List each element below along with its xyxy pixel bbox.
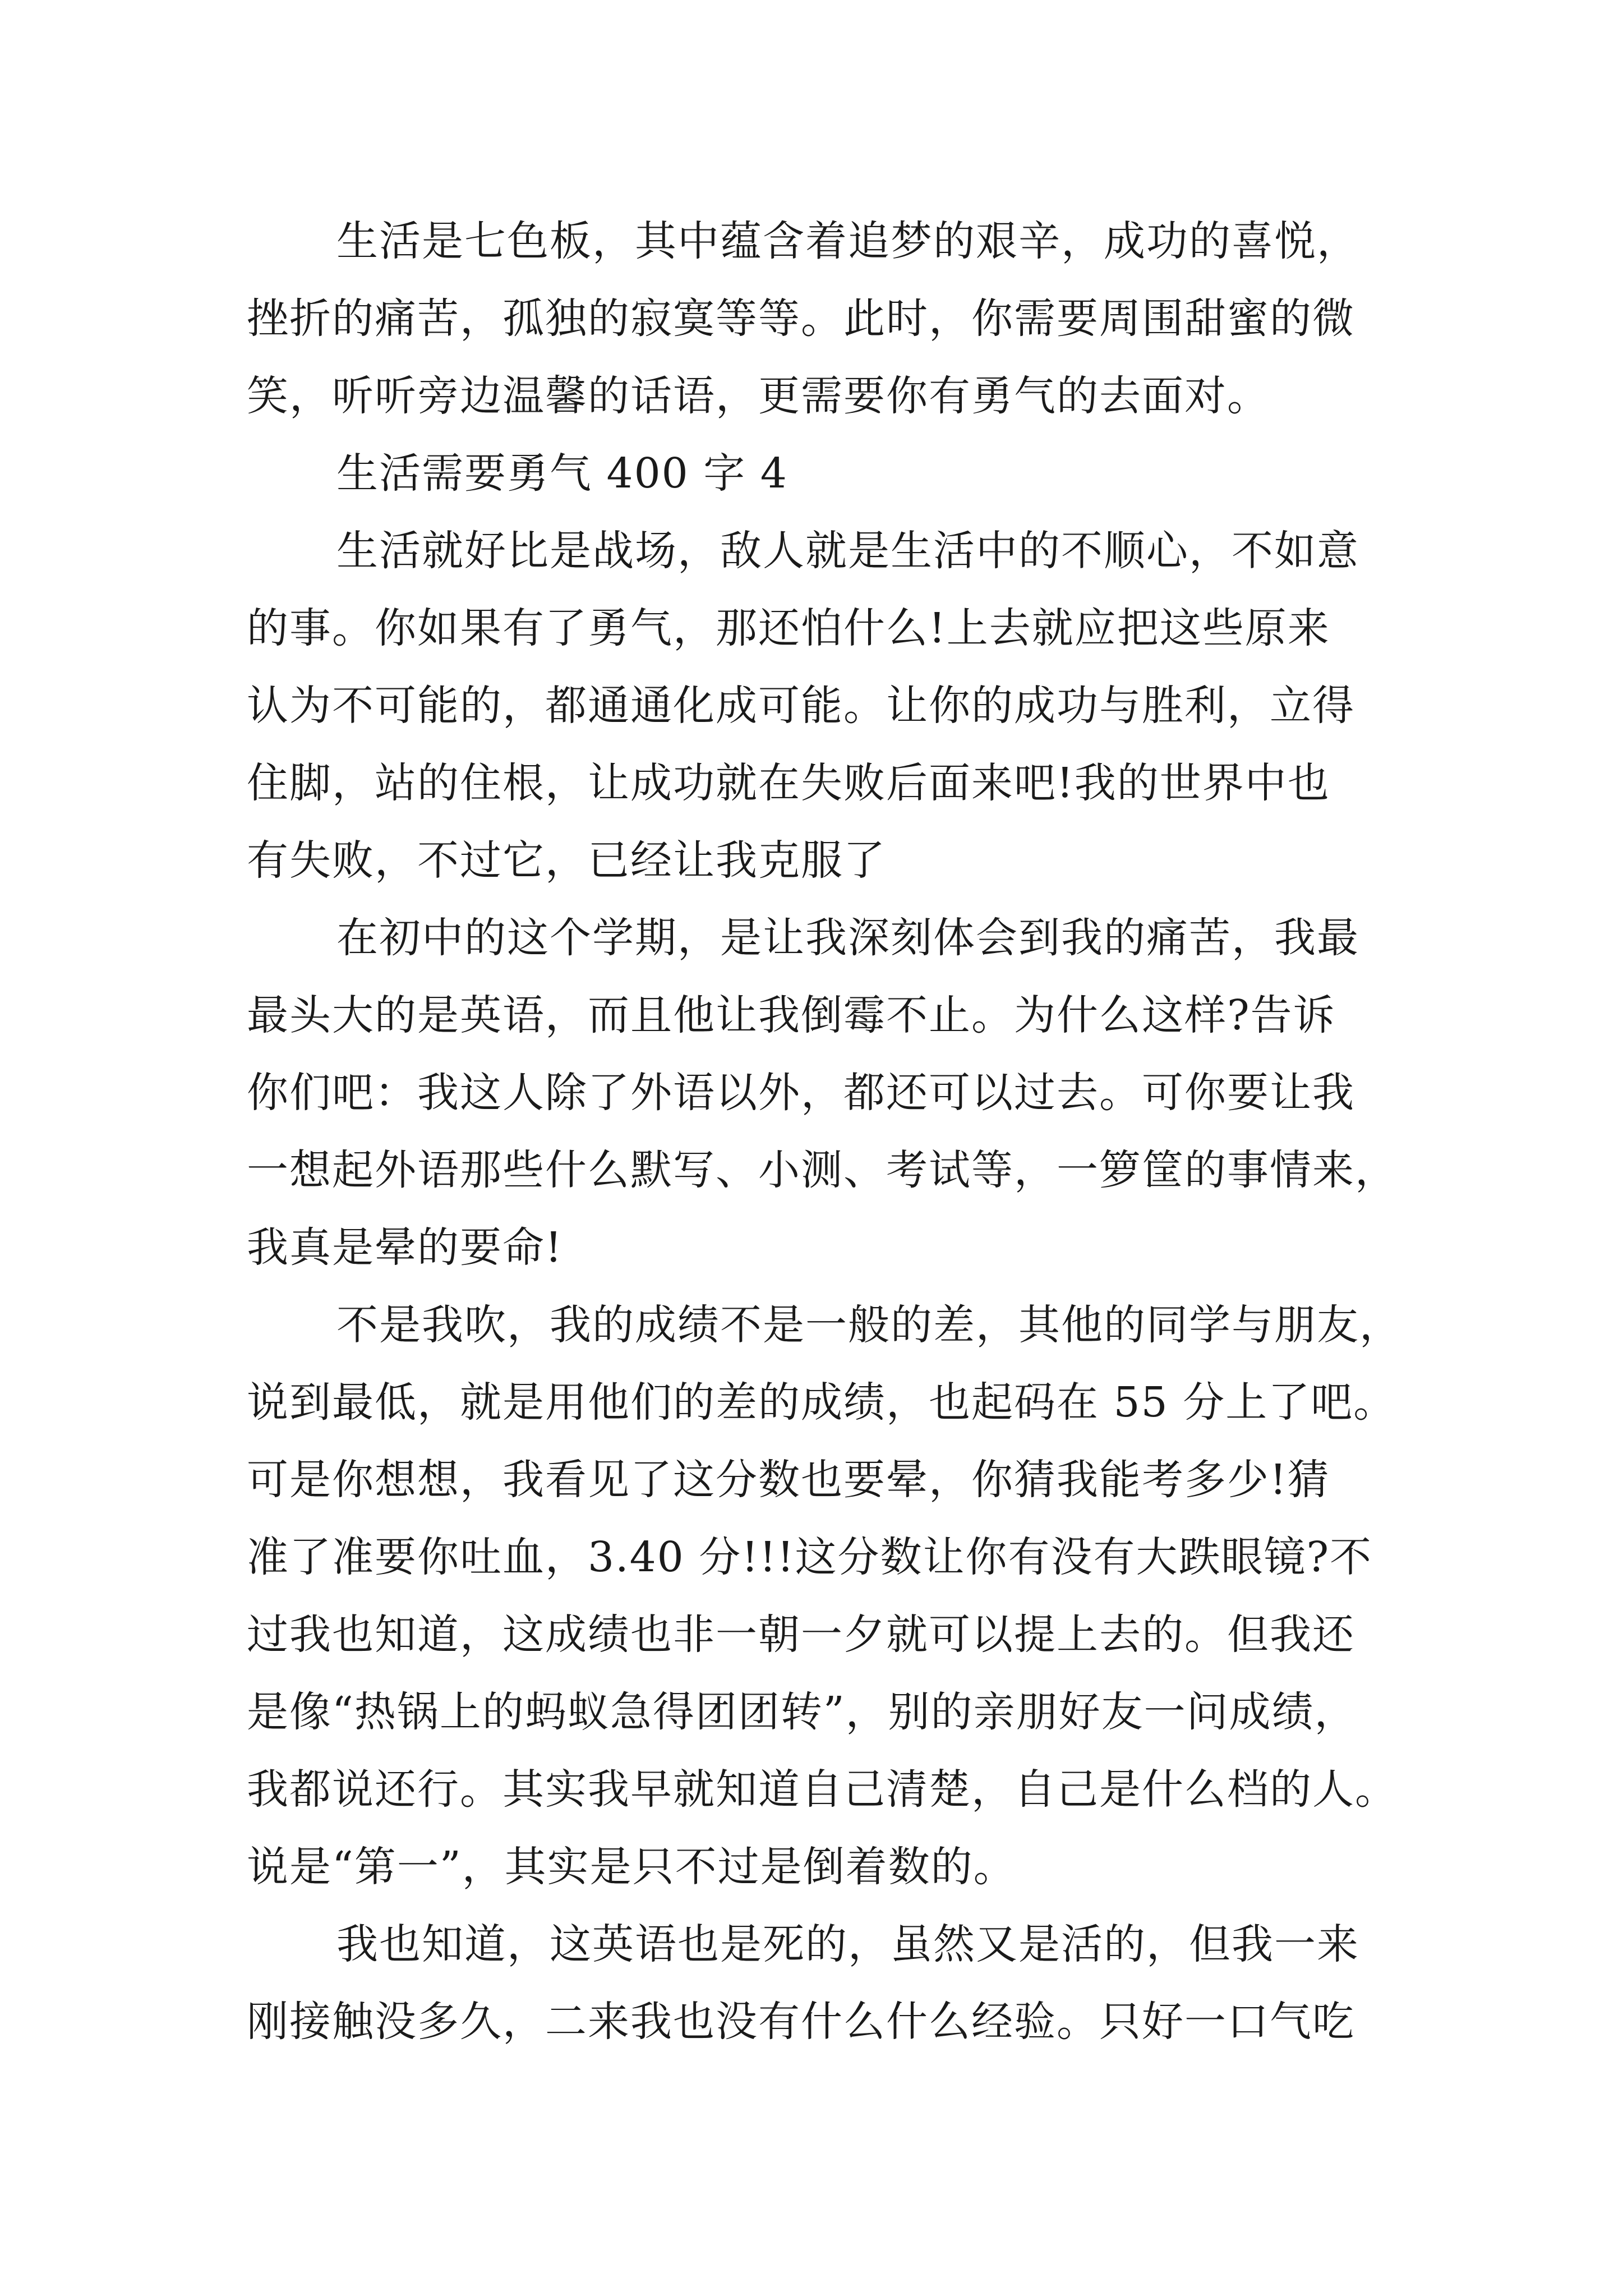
text-line: 有失败，不过它，已经让我克服了 <box>247 836 886 885</box>
text-line: 在初中的这个学期，是让我深刻体会到我的痛苦，我最 <box>336 914 1359 962</box>
text-line: 你们吧：我这人除了外语以外，都还可以过去。可你要让我 <box>247 1069 1355 1117</box>
text-line: 的事。你如果有了勇气，那还怕什么!上去就应把这些原来 <box>247 604 1330 652</box>
text-line: 不是我吹，我的成绩不是一般的差，其他的同学与朋友， <box>336 1301 1402 1349</box>
text-line: 说到最低，就是用他们的差的成绩，也起码在 55 分上了吧。 <box>247 1378 1396 1427</box>
text-line: 刚接触没多久，二来我也没有什么什么经验。只好一口气吃 <box>247 1998 1355 2046</box>
text-line: 笑，听听旁边温馨的话语，更需要你有勇气的去面对。 <box>247 372 1270 420</box>
text-line: 准了准要你吐血，3.40 分!!!这分数让你有没有大跌眼镜?不 <box>247 1533 1373 1581</box>
section-heading: 生活需要勇气 400 字 4 <box>336 449 788 498</box>
text-line: 是像“热锅上的蚂蚁急得团团转”，别的亲朋好友一问成绩， <box>247 1688 1357 1736</box>
text-line: 生活就好比是战场，敌人就是生活中的不顺心，不如意 <box>336 527 1359 575</box>
text-line: 可是你想想，我看见了这分数也要晕，你猜我能考多少!猜 <box>247 1456 1330 1504</box>
text-line: 我都说还行。其实我早就知道自己清楚，自己是什么档的人。 <box>247 1765 1398 1814</box>
text-line: 过我也知道，这成绩也非一朝一夕就可以提上去的。但我还 <box>247 1611 1355 1659</box>
text-line: 我真是晕的要命! <box>247 1223 563 1272</box>
text-line: 说是“第一”，其实是只不过是倒着数的。 <box>247 1843 1016 1891</box>
text-line: 我也知道，这英语也是死的，虽然又是活的，但我一来 <box>336 1920 1359 1968</box>
text-line: 生活是七色板，其中蕴含着追梦的艰辛，成功的喜悦， <box>336 217 1359 265</box>
text-line: 挫折的痛苦，孤独的寂寞等等。此时，你需要周围甜蜜的微 <box>247 295 1355 343</box>
text-line: 最头大的是英语，而且他让我倒霉不止。为什么这样?告诉 <box>247 991 1336 1039</box>
text-line: 住脚，站的住根，让成功就在失败后面来吧!我的世界中也 <box>247 759 1330 807</box>
text-line: 一想起外语那些什么默写、小测、考试等，一箩筐的事情来， <box>247 1146 1398 1194</box>
text-line: 认为不可能的，都通通化成可能。让你的成功与胜利，立得 <box>247 682 1355 730</box>
